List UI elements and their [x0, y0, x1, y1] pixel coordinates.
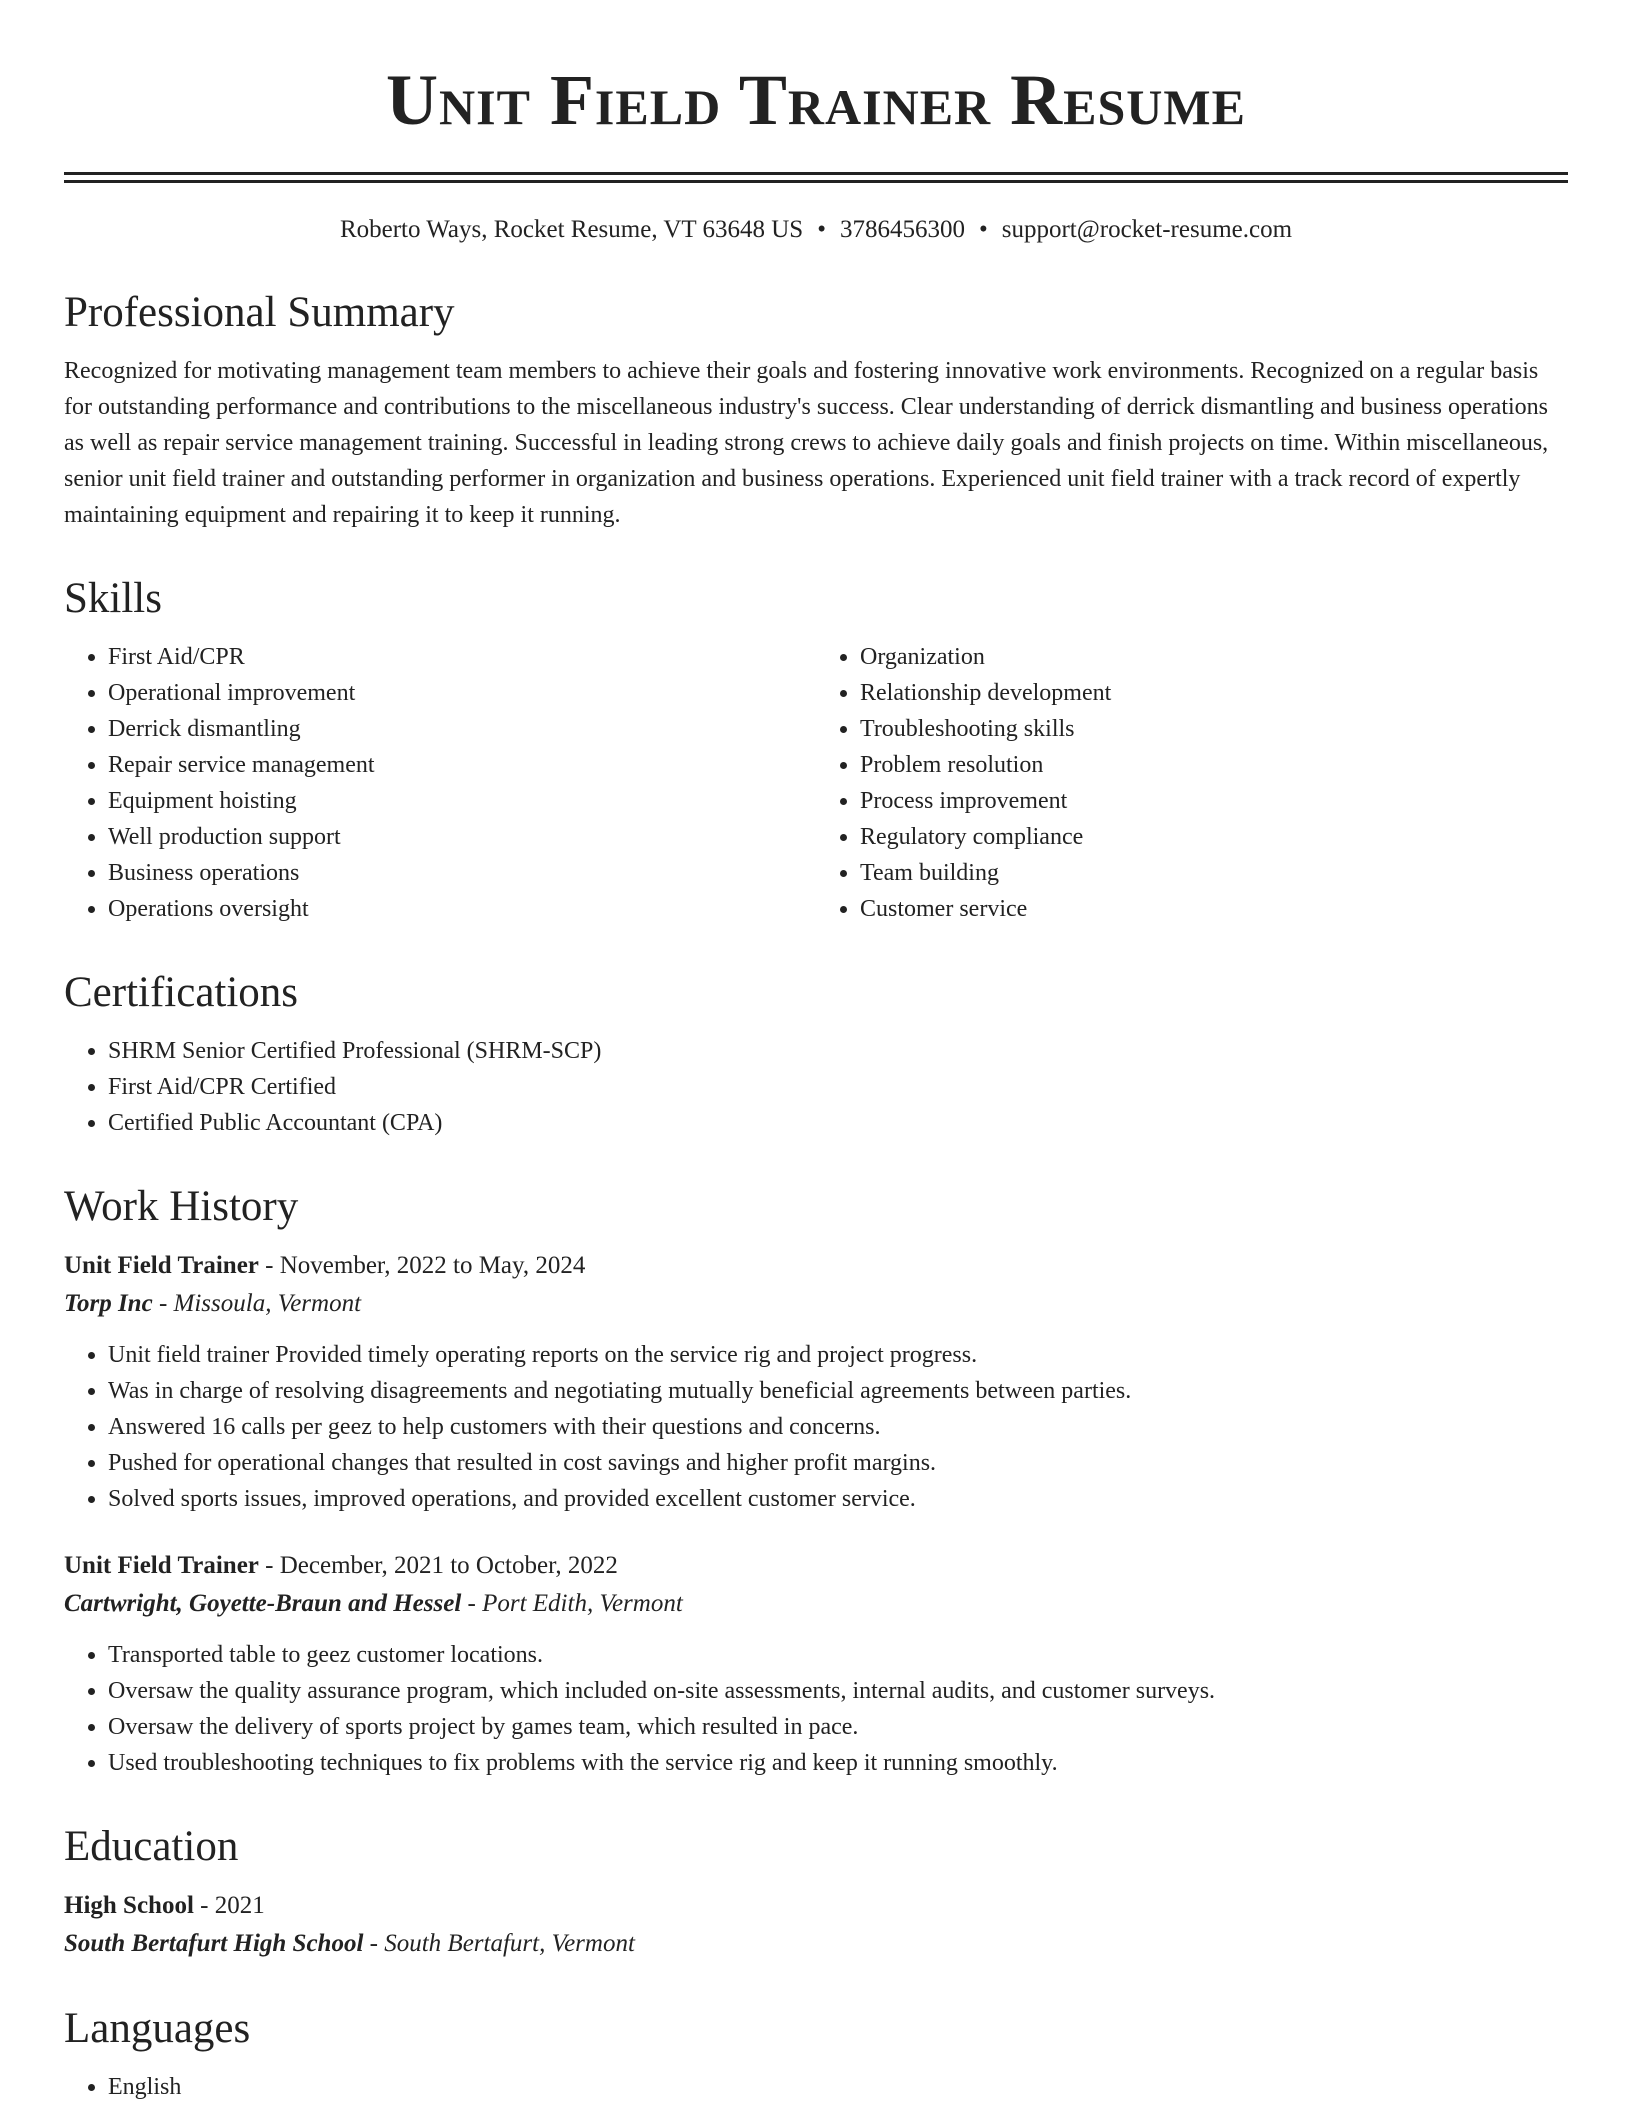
skills-right-list [816, 639, 1568, 927]
certification-item: • SHRM Senior Certified Professional (SHRM-SCP) [108, 1033, 1568, 1069]
job-duty: • Pushed for operational changes that resulted in cost savings and higher profit margins. [108, 1445, 1568, 1481]
education-section [64, 1821, 1568, 1963]
skills-columns [64, 639, 1568, 927]
job-duty: • Solved sports issues, improved operations, and provided excellent customer service. [108, 1481, 1568, 1517]
language-item: • English [108, 2069, 1568, 2105]
skill-item: • Operational improvement [108, 675, 816, 711]
skill-item: • Process improvement [860, 783, 1568, 819]
job-location: - Port Edith, Vermont [461, 1590, 683, 1617]
resume-title: Unit Field Trainer Resume [386, 60, 1246, 140]
contact-separator: • [817, 216, 826, 243]
job-duty: • Oversaw the delivery of sports project by games team, which resulted in pace. [108, 1709, 1568, 1745]
certification-item: • First Aid/CPR Certified [108, 1069, 1568, 1105]
skill-item: • Problem resolution [860, 747, 1568, 783]
job-duty: • Transported table to geez customer locations. [108, 1637, 1568, 1673]
skill-item: • Troubleshooting skills [860, 711, 1568, 747]
work-history-heading: Work History [64, 1183, 299, 1230]
skill-item: • Organization [860, 639, 1568, 675]
education-degree: High School [64, 1892, 194, 1919]
skills-heading: Skills [64, 575, 162, 622]
skills-left-list [64, 639, 816, 927]
job-entry [64, 1547, 1568, 1781]
education-school-line [64, 1925, 1568, 1963]
skill-item: • First Aid/CPR [108, 639, 816, 675]
job-duties-list [64, 1637, 1568, 1781]
job-company: Torp Inc [64, 1290, 153, 1317]
job-employer [64, 1585, 1568, 1623]
work-history-section [64, 1181, 1568, 1781]
education-header [64, 1887, 1568, 1925]
languages-heading: Languages [64, 2005, 251, 2052]
skill-item: • Derrick dismantling [108, 711, 816, 747]
skill-item: • Equipment hoisting [108, 783, 816, 819]
education-year: - 2021 [193, 1892, 265, 1919]
job-company: Cartwright, Goyette-Braun and Hessel [64, 1590, 462, 1617]
contact-email: support@rocket-resume.com [1001, 216, 1293, 243]
certification-item: • Certified Public Accountant (CPA) [108, 1105, 1568, 1141]
job-employer [64, 1285, 1568, 1323]
job-duty: • Was in charge of resolving disagreements and negotiating mutually beneficial agreements between parties. [108, 1373, 1568, 1409]
skill-item: • Repair service management [108, 747, 816, 783]
skill-item: • Well production support [108, 819, 816, 855]
education-location: - South Bertafurt, Vermont [363, 1930, 635, 1957]
job-duties-list [64, 1337, 1568, 1517]
job-duty: • Used troubleshooting techniques to fix problems with the service rig and keep it running smoothly. [108, 1745, 1568, 1781]
contact-address: Roberto Ways, Rocket Resume, VT 63648 US [339, 216, 804, 243]
certifications-list [64, 1033, 1568, 1141]
summary-text: Recognized for motivating management team members to achieve their goals and fostering innovative work environments. Recognized on a regular basis for outstanding performance and contributions to the miscellaneous industry's success. Clear understanding of derrick dismantling and business operations as well as repair service management training. Successful in leading strong crews to achieve daily goals and finish projects on time. Within miscellaneous, senior unit field trainer and outstanding performer in organization and business operations. Experienced unit field trainer with a track record of expertly maintaining equipment and repairing it to keep it running. [64, 358, 1549, 528]
job-duty: • Answered 16 calls per geez to help customers with their questions and concerns. [108, 1409, 1568, 1445]
languages-list [64, 2069, 1568, 2105]
job-dates: - November, 2022 to May, 2024 [258, 1252, 586, 1279]
job-header [64, 1547, 1568, 1585]
summary-section [64, 287, 1568, 533]
contact-line [64, 213, 1568, 247]
job-location: - Missoula, Vermont [152, 1290, 362, 1317]
title-divider [64, 172, 1568, 183]
job-duty: • Oversaw the quality assurance program, which included on-site assessments, internal audits, and customer surveys. [108, 1673, 1568, 1709]
certifications-section [64, 967, 1568, 1141]
education-school: South Bertafurt High School [64, 1930, 364, 1957]
skill-item: • Team building [860, 855, 1568, 891]
skill-item: • Regulatory compliance [860, 819, 1568, 855]
education-heading: Education [64, 1823, 239, 1870]
contact-phone: 3786456300 [839, 216, 965, 243]
certifications-heading: Certifications [64, 969, 299, 1016]
skill-item: • Customer service [860, 891, 1568, 927]
job-dates: - December, 2021 to October, 2022 [258, 1552, 618, 1579]
summary-heading: Professional Summary [64, 289, 455, 336]
languages-section [64, 2003, 1568, 2105]
contact-separator: • [978, 216, 988, 243]
job-header [64, 1247, 1568, 1285]
job-duty: • Unit field trainer Provided timely operating reports on the service rig and project progress. [108, 1337, 1568, 1373]
job-title: Unit Field Trainer [64, 1552, 259, 1579]
skill-item: • Relationship development [860, 675, 1568, 711]
skill-item: • Business operations [108, 855, 816, 891]
job-title: Unit Field Trainer [64, 1252, 259, 1279]
job-entry [64, 1247, 1568, 1517]
skill-item: • Operations oversight [108, 891, 816, 927]
skills-section [64, 573, 1568, 927]
